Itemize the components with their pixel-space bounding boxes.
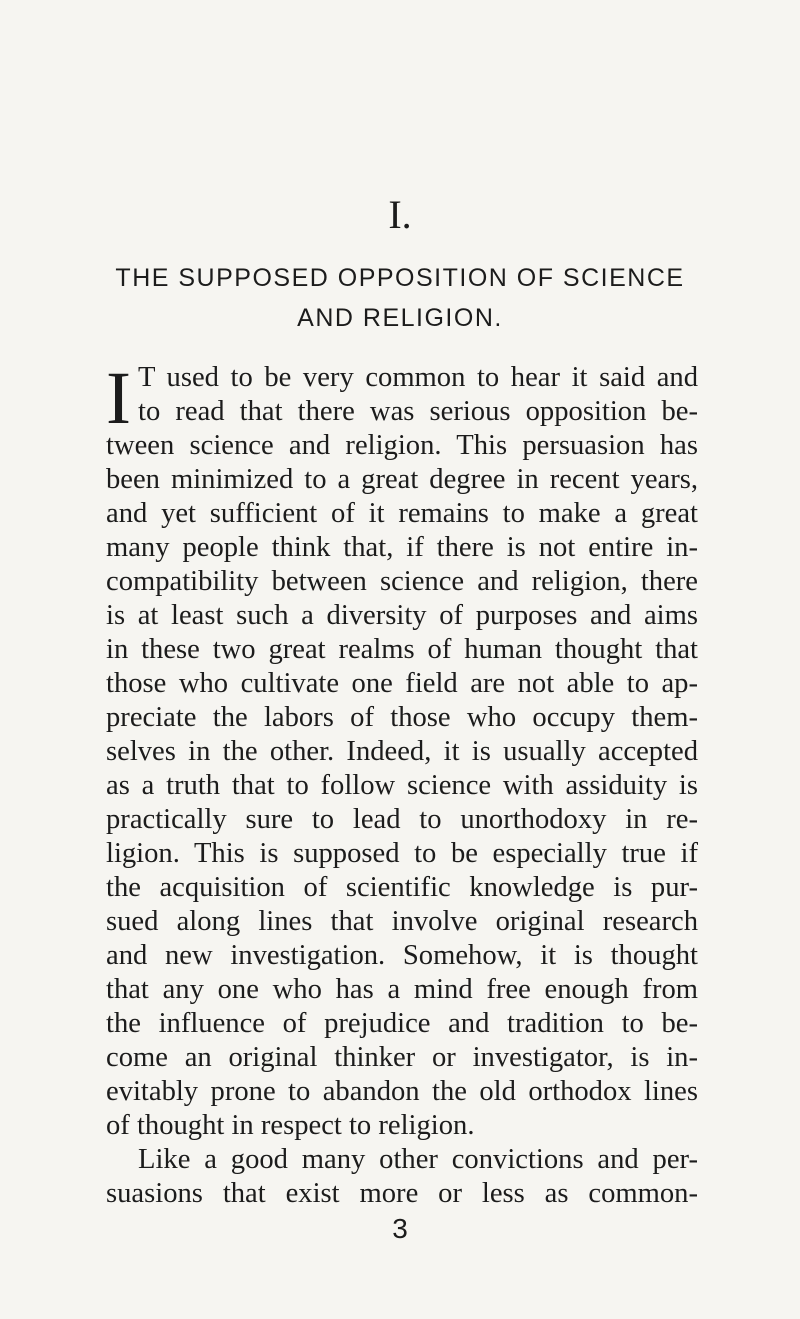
text-line: of thought in respect to religion. <box>106 1110 475 1141</box>
text-line: been minimized to a great degree in recent years, <box>106 464 698 495</box>
text-line: Like a good many other convictions and per- <box>138 1144 698 1175</box>
text-line: and new investigation. Somehow, it is thought <box>106 940 698 971</box>
text-line: ligion. This is supposed to be especially true if <box>106 838 698 869</box>
text-line: and yet sufficient of it remains to make a great <box>106 498 698 529</box>
text-line: suasions that exist more or less as common- <box>106 1178 698 1209</box>
text-line: those who cultivate one field are not able to ap- <box>106 668 698 699</box>
text-line: in these two great realms of human thought that <box>106 634 698 665</box>
text-line: is at least such a diversity of purposes and aims <box>106 600 698 631</box>
text-line: T used to be very common to hear it said and <box>138 362 698 393</box>
chapter-title-line-1: THE SUPPOSED OPPOSITION OF SCIENCE <box>115 264 685 292</box>
text-line: selves in the other. Indeed, it is usually accepted <box>106 736 698 767</box>
text-line: to read that there was serious opposition be- <box>138 396 698 427</box>
drop-cap: I <box>106 357 131 440</box>
text-line: practically sure to lead to unorthodoxy in re- <box>106 804 698 835</box>
chapter-number: I. <box>388 192 412 237</box>
text-line: sued along lines that involve original research <box>106 906 698 937</box>
text-line: many people think that, if there is not entire in- <box>106 532 698 563</box>
text-line: the acquisition of scientific knowledge is pur- <box>106 872 698 903</box>
text-line: that any one who has a mind free enough from <box>106 974 698 1005</box>
text-line: tween science and religion. This persuasion has <box>106 430 698 461</box>
text-line: evitably prone to abandon the old orthodox lines <box>106 1076 698 1107</box>
text-line: compatibility between science and religion, there <box>106 566 698 597</box>
text-line: preciate the labors of those who occupy them- <box>106 702 698 733</box>
text-line: as a truth that to follow science with assiduity is <box>106 770 698 801</box>
text-line: the influence of prejudice and tradition to be- <box>106 1008 698 1039</box>
chapter-title-line-2: AND RELIGION. <box>297 304 503 332</box>
page-number: 3 <box>392 1213 408 1244</box>
text-line: come an original thinker or investigator, is in- <box>106 1042 698 1073</box>
